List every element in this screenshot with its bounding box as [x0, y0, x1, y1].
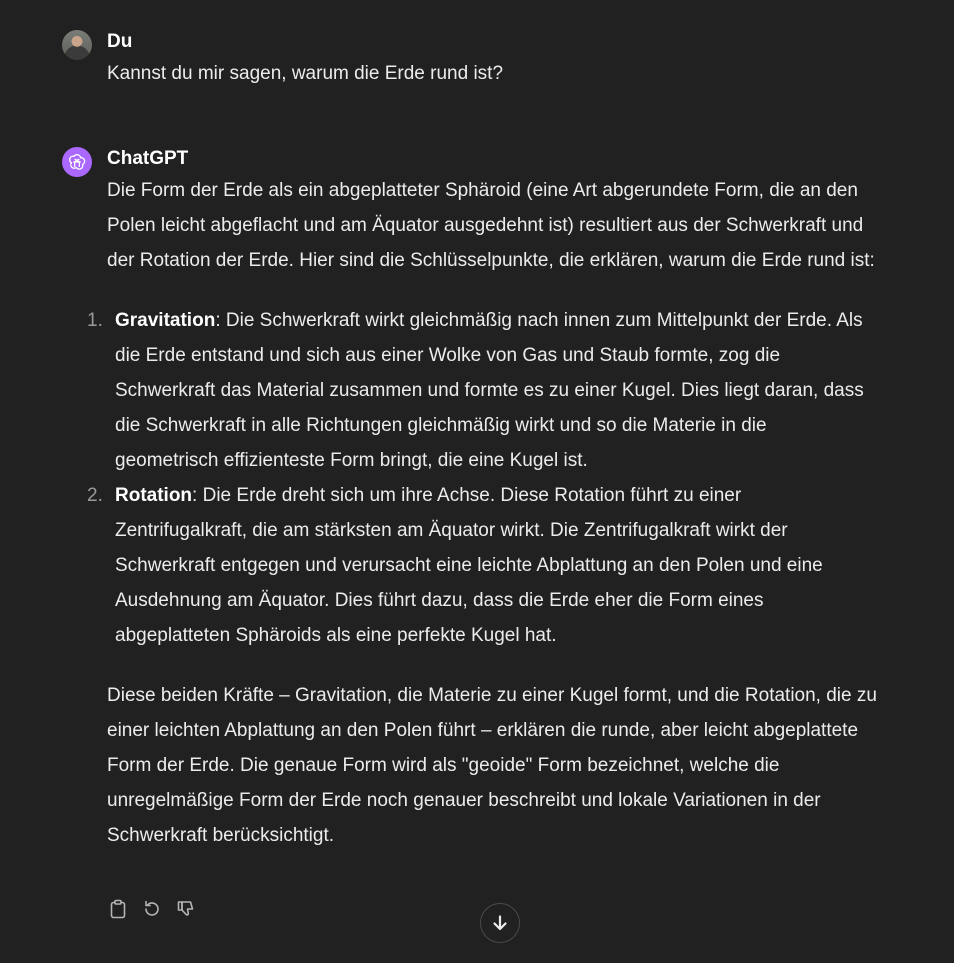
assistant-avatar	[62, 147, 92, 177]
list-item	[87, 478, 875, 653]
list-item-number: 2.	[87, 485, 103, 506]
list-item-title: Gravitation	[115, 310, 216, 331]
regenerate-button[interactable]	[141, 897, 163, 921]
key-points-list	[87, 303, 877, 653]
thumbs-down-button[interactable]	[175, 897, 197, 921]
assistant-intro-paragraph: Die Form der Erde als ein abgeplatteter Sphäroid (eine Art abgerundete Form, die an den Polen leicht abgeflacht und am Äquator ausgedehnt ist) resultiert aus der Schwerkraft und der Rotation der Erde. Hier sind die Schlüsselpunkte, die erklären, warum die Erde rund ist:	[107, 180, 875, 271]
assistant-message-body	[87, 173, 877, 853]
copy-button[interactable]	[107, 897, 129, 921]
user-message-text: Kannst du mir sagen, warum die Erde rund ist?	[107, 63, 504, 84]
assistant-author-name: ChatGPT	[107, 148, 189, 169]
copy-icon	[109, 899, 127, 919]
arrow-down-icon	[491, 914, 509, 932]
list-item-text: : Die Schwerkraft wirkt gleichmäßig nach innen zum Mittelpunkt der Erde. Als die Erde entstand und sich aus einer Wolke von Gas und Staub formte, zog die Schwerkraft das Material zusammen und formte es zu einer Kugel. Dies liegt daran, dass die Schwerkraft in alle Richtungen gleichmäßig wirkt und so die Materie in die geometrisch effizienteste Form bringt, die eine Kugel ist.	[115, 310, 864, 471]
openai-logo-icon	[67, 152, 87, 172]
user-author-name: Du	[107, 31, 133, 52]
thumbs-down-icon	[176, 899, 196, 919]
assistant-conclusion-paragraph: Diese beiden Kräfte – Gravitation, die Materie zu einer Kugel formt, und die Rotation, die zu einer leichten Abplattung an den Polen führt – erklären die runde, aber leicht abgeplattete Form der Erde. Die genaue Form wird als "geoide" Form bezeichnet, welche die unregelmäßige Form der Erde noch genauer beschreibt und lokale Variationen in der Schwerkraft berücksichtigt.	[107, 685, 877, 846]
user-avatar	[62, 30, 92, 60]
list-item-title: Rotation	[115, 485, 193, 506]
list-item-number: 1.	[87, 310, 103, 331]
list-item	[87, 303, 875, 478]
list-item-text: : Die Erde dreht sich um ihre Achse. Diese Rotation führt zu einer Zentrifugalkraft, die am stärksten am Äquator wirkt. Die Zentrifugalkraft wirkt der Schwerkraft entgegen und verursacht eine leichte Abplattung an den Polen und eine Ausdehnung am Äquator. Dies führt dazu, dass die Erde eher die Form eines abgeplatteten Sphäroids als eine perfekte Kugel hat.	[115, 485, 823, 646]
message-actions	[107, 897, 197, 921]
scroll-to-bottom-button[interactable]	[480, 903, 520, 943]
regenerate-icon	[142, 899, 162, 919]
